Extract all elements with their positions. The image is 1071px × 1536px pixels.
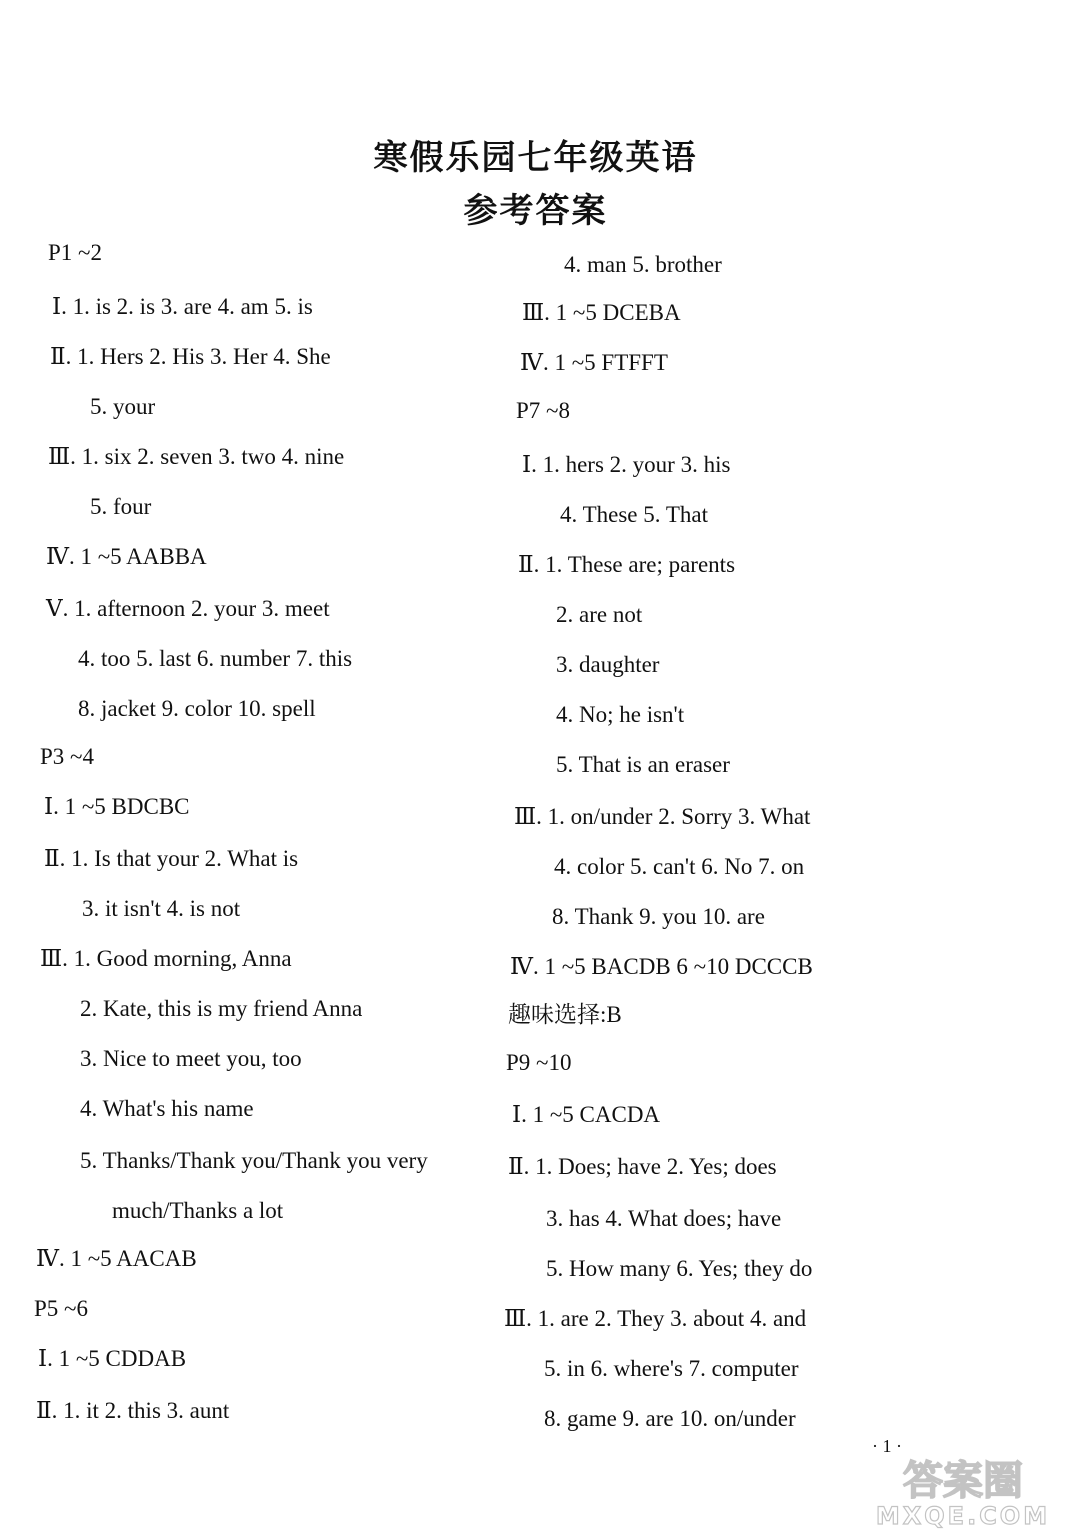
answer-line: P3 ~4 [40,744,94,769]
watermark-bottom-text: MXQE.COM [875,1502,1051,1530]
answer-line: 4. color 5. can't 6. No 7. on [554,854,805,879]
answer-line: Ⅰ. 1 ~5 CDDAB [38,1346,187,1371]
answer-line: 3. it isn't 4. is not [82,896,241,921]
answer-line: P1 ~2 [48,240,102,265]
page-title: 寒假乐园七年级英语 [373,140,698,177]
watermark-top-text: 答案圈 [903,1458,1023,1504]
answer-line: Ⅱ. 1. it 2. this 3. aunt [36,1398,230,1423]
answer-line: Ⅰ. 1 ~5 CACDA [512,1102,661,1127]
answer-line: Ⅳ. 1 ~5 AABBA [46,544,207,569]
answer-line: much/Thanks a lot [112,1198,284,1223]
answer-line: Ⅴ. 1. afternoon 2. your 3. meet [46,596,330,621]
answer-line: P5 ~6 [34,1296,88,1321]
answer-line: Ⅱ. 1. Hers 2. His 3. Her 4. She [50,344,331,369]
answer-line: Ⅱ. 1. Is that your 2. What is [44,846,299,871]
answer-line: 5. in 6. where's 7. computer [544,1356,799,1381]
answer-line: Ⅰ. 1 ~5 BDCBC [44,794,190,819]
answer-line: 4. man 5. brother [564,252,722,277]
answer-line: 趣味选择:B [508,1002,622,1027]
answer-line: Ⅳ. 1 ~5 AACAB [36,1246,197,1271]
answer-line: Ⅱ. 1. These are; parents [518,552,736,577]
answer-line: P7 ~8 [516,398,570,423]
answer-line: Ⅲ. 1. are 2. They 3. about 4. and [504,1306,807,1331]
answer-line: 5. How many 6. Yes; they do [546,1256,813,1281]
answer-line: 2. Kate, this is my friend Anna [80,996,363,1021]
answer-line: 4. No; he isn't [556,702,685,727]
answer-line: 5. four [90,494,152,519]
answer-line: Ⅰ. 1. hers 2. your 3. his [522,452,731,477]
answer-line: Ⅲ. 1. on/under 2. Sorry 3. What [514,804,811,829]
answer-line: 4. These 5. That [560,502,708,527]
watermark-logo [863,1450,1063,1530]
page-number: · 1 · [872,1436,902,1456]
answer-line: 8. jacket 9. color 10. spell [78,696,316,721]
answer-line: P9 ~10 [506,1050,572,1075]
answer-line: Ⅲ. 1. six 2. seven 3. two 4. nine [48,444,345,469]
answer-line: Ⅳ. 1 ~5 BACDB 6 ~10 DCCCB [510,954,813,979]
answer-line: 8. game 9. are 10. on/under [544,1406,796,1431]
answer-line: Ⅱ. 1. Does; have 2. Yes; does [508,1154,777,1179]
answer-line: 5. Thanks/Thank you/Thank you very [80,1148,428,1173]
page-subtitle: 参考答案 [463,193,608,230]
answer-line: 4. too 5. last 6. number 7. this [78,646,353,671]
answer-line: Ⅲ. 1 ~5 DCEBA [522,300,681,325]
watermark-graphic [863,1450,1063,1530]
answer-line: 3. daughter [556,652,660,677]
answer-line: Ⅰ. 1. is 2. is 3. are 4. am 5. is [52,294,313,319]
answer-line: 2. are not [556,602,643,627]
answer-line: 3. has 4. What does; have [546,1206,782,1231]
answer-line: 5. your [90,394,156,419]
answer-line: Ⅲ. 1. Good morning, Anna [40,946,292,971]
answer-line: 5. That is an eraser [556,752,730,777]
answer-line: Ⅳ. 1 ~5 FTFFT [520,350,668,375]
answer-line: 3. Nice to meet you, too [80,1046,302,1071]
answer-line: 8. Thank 9. you 10. are [552,904,765,929]
answer-line: 4. What's his name [80,1096,254,1121]
